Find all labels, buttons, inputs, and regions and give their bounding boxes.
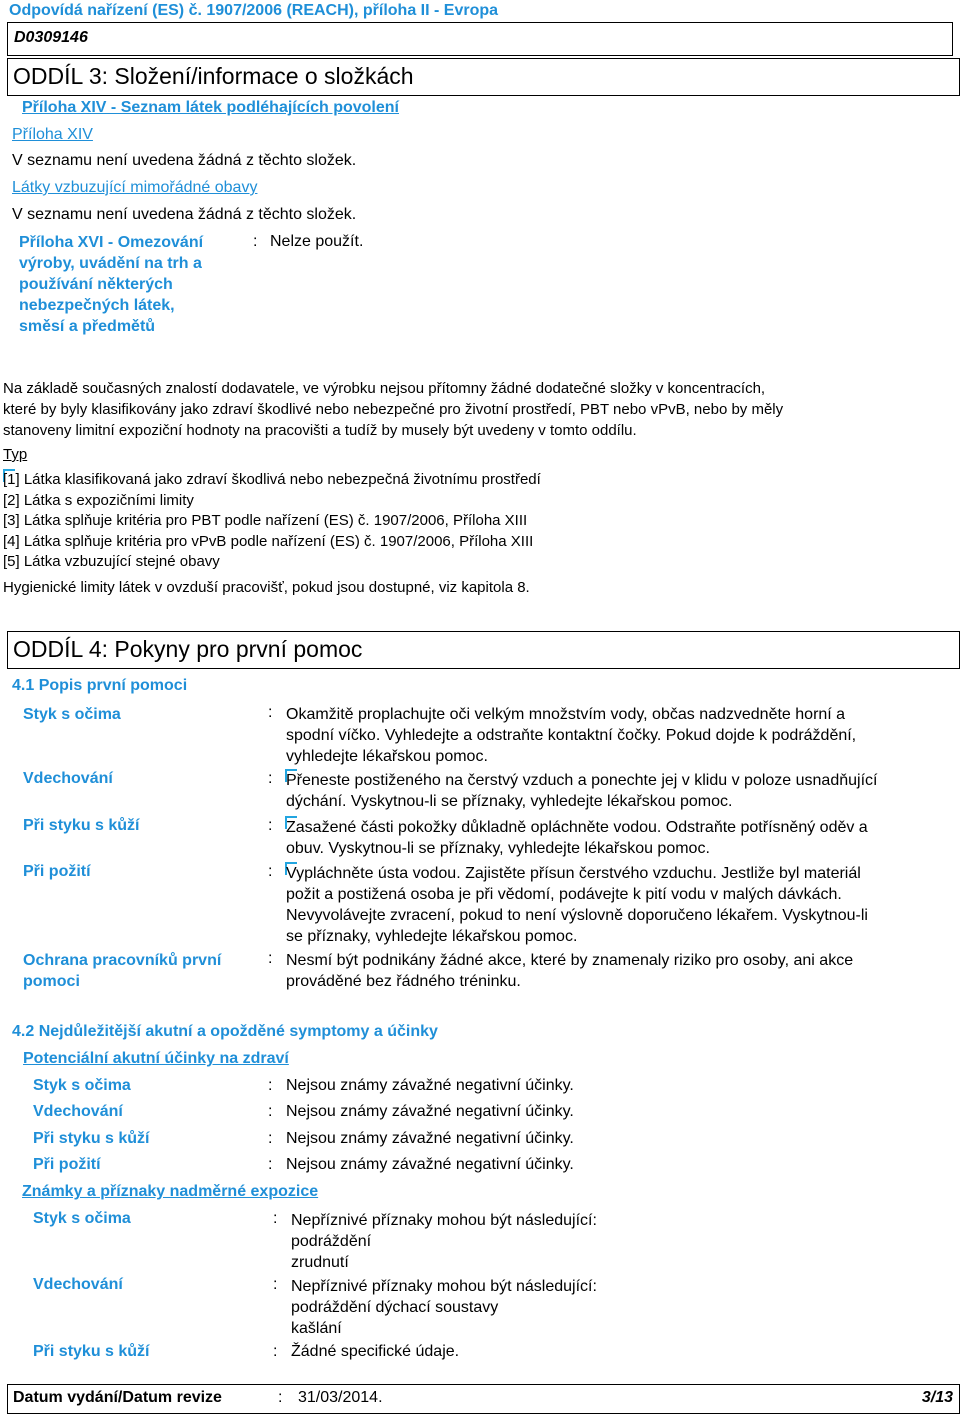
- doc-id: D0309146: [14, 29, 88, 46]
- doc-id-box: [7, 22, 953, 56]
- colon: :: [268, 1156, 273, 1173]
- first-aid-label-inhalation: Vdechování: [23, 770, 113, 787]
- section4-heading-box: [7, 631, 960, 669]
- overexp-label-inhalation: Vdechování: [33, 1276, 123, 1293]
- annex14-value: V seznamu není uvedena žádná z těchto složek.: [12, 152, 357, 169]
- colon: :: [268, 817, 273, 834]
- annex14-heading: Příloha XIV: [12, 126, 93, 143]
- footer-colon: :: [278, 1389, 283, 1406]
- first-aid-label-skin: Při styku s kůží: [23, 817, 140, 834]
- type-list: [3, 470, 541, 573]
- footer-box: [7, 1384, 960, 1414]
- regulation-header: Odpovídá nařízení (ES) č. 1907/2006 (REACH), příloha II - Evropa: [9, 2, 499, 19]
- annex17-label: Příloha XVI - Omezování výroby, uvádění na trh a používání některých nebezpečných látek, směsí a předmětů: [19, 234, 204, 335]
- type-item: [1] Látka klasifikovaná jako zdraví škodlivá nebo nebezpečná životnímu prostředí: [3, 471, 541, 488]
- annex17-value: Nelze použít.: [270, 233, 364, 250]
- footer-date-label: Datum vydání/Datum revize: [13, 1389, 222, 1406]
- overexposure-heading: Známky a příznaky nadměrné expozice: [22, 1183, 319, 1200]
- svhc-heading: Látky vzbuzující mimořádné obavy: [12, 179, 258, 196]
- first-aid-label-responders: Ochrana pracovníků první pomoci: [23, 952, 222, 990]
- colon: :: [268, 1103, 273, 1120]
- colon: :: [268, 704, 273, 721]
- type-item: [4] Látka splňuje kritéria pro vPvB podle nařízení (ES) č. 1907/2006, Příloha XIII: [3, 532, 534, 550]
- annex17-colon: :: [253, 233, 258, 250]
- subsection-4-1: 4.1 Popis první pomoci: [12, 677, 188, 694]
- overexp-value-skin: Žádné specifické údaje.: [291, 1343, 460, 1360]
- overexp-label-skin: Při styku s kůží: [33, 1343, 150, 1360]
- first-aid-value-skin: Zasažené části pokožky důkladně opláchněte vodou. Odstraňte potřísněný oděv a obuv. Vyskytnou-li se příznaky, vyhledejte lékařskou pomoc.: [286, 819, 868, 857]
- acute-value-inhalation: Nejsou známy závažné negativní účinky.: [286, 1103, 574, 1120]
- type-item: [3] Látka splňuje kritéria pro PBT podle nařízení (ES) č. 1907/2006, Příloha XIII: [3, 512, 528, 529]
- colon: :: [273, 1343, 278, 1360]
- acute-value-eyes: Nejsou známy závažné negativní účinky.: [286, 1077, 574, 1094]
- first-aid-label-ingestion: Při požití: [23, 863, 91, 880]
- colon: :: [273, 1210, 278, 1227]
- annex14-list-heading: Příloha XIV - Seznam látek podléhajících povolení: [22, 99, 399, 116]
- colon: :: [268, 863, 273, 880]
- colon: :: [268, 1130, 273, 1147]
- colon: :: [268, 950, 273, 967]
- acute-label-inhalation: Vdechování: [33, 1103, 123, 1120]
- overexp-value-eyes: Nepříznivé příznaky mohou být následující: podráždění zrudnutí: [291, 1212, 597, 1271]
- first-aid-value-eyes: Okamžitě proplachujte oči velkým množstvím vody, občas nadzvedněte horní a spodní víčko. Vyhledejte a odstraňte kontaktní čočky. Pokud dojde k podráždění, vyhledejte lékařskou pomoc.: [286, 706, 857, 765]
- first-aid-value-responders: Nesmí být podnikány žádné akce, které by znamenaly riziko pro osoby, ani akce prováděné bez řádného tréninku.: [286, 952, 854, 990]
- hygiene-note: Hygienické limity látek v ovzduší pracovišť, pokud jsou dostupné, viz kapitola 8.: [3, 579, 530, 596]
- first-aid-label-eyes: Styk s očima: [23, 706, 121, 723]
- colon: :: [268, 1077, 273, 1094]
- composition-paragraph: Na základě současných znalostí dodavatele, ve výrobku nejsou přítomny žádné dodatečné složky v koncentracích, které by byly klasifikovány jako zdraví škodlivé nebo nebezpečné pro životní prostředí, PBT nebo vPvB, nebo by měly stanoveny limitní expoziční hodnoty na pracovišti a tudíž by musely být uvedeny v tomto oddílu.: [3, 380, 784, 439]
- section3-heading-box: [7, 58, 960, 96]
- type-item: [5] Látka vzbuzující stejné obavy: [3, 553, 220, 570]
- overexp-label-eyes: Styk s očima: [33, 1210, 131, 1227]
- acute-value-ingestion: Nejsou známy závažné negativní účinky.: [286, 1156, 574, 1173]
- section3-title: ODDÍL 3: Složení/informace o složkách: [13, 63, 414, 89]
- acute-label-ingestion: Při požití: [33, 1156, 101, 1173]
- svhc-value: V seznamu není uvedena žádná z těchto složek.: [12, 206, 357, 223]
- overexp-value-inhalation: Nepříznivé příznaky mohou být následující: podráždění dýchací soustavy kašlání: [291, 1278, 597, 1337]
- footer-date: 31/03/2014.: [298, 1389, 383, 1406]
- subsection-4-2: 4.2 Nejdůležitější akutní a opožděné symptomy a účinky: [12, 1023, 438, 1040]
- acute-label-skin: Při styku s kůží: [33, 1130, 150, 1147]
- colon: :: [273, 1276, 278, 1293]
- acute-value-skin: Nejsou známy závažné negativní účinky.: [286, 1130, 574, 1147]
- section4-title: ODDÍL 4: Pokyny pro první pomoc: [13, 636, 363, 662]
- acute-effects-heading: Potenciální akutní účinky na zdraví: [23, 1050, 289, 1067]
- type-label: Typ: [3, 446, 28, 463]
- acute-label-eyes: Styk s očima: [33, 1077, 131, 1094]
- colon: :: [268, 770, 273, 787]
- first-aid-value-inhalation: Přeneste postiženého na čerstvý vzduch a ponechte jej v klidu v poloze usnadňující dýchání. Vyskytnou-li se příznaky, vyhledejte lékařskou pomoc.: [286, 772, 878, 810]
- page-number: 3/13: [921, 1389, 953, 1406]
- type-item: [2] Látka s expozičními limity: [3, 491, 194, 509]
- first-aid-value-ingestion: Vypláchněte ústa vodou. Zajistěte přísun čerstvého vzduchu. Jestliže byl materiál požit a postižená osoba je při vědomí, podávejte k pití vodu v malých dávkách. Nevyvolávejte zvracení, pokud to není výslovně doporučeno lékařem. Vyskytnou-li se příznaky, vyhledejte lékařskou pomoc.: [286, 865, 868, 945]
